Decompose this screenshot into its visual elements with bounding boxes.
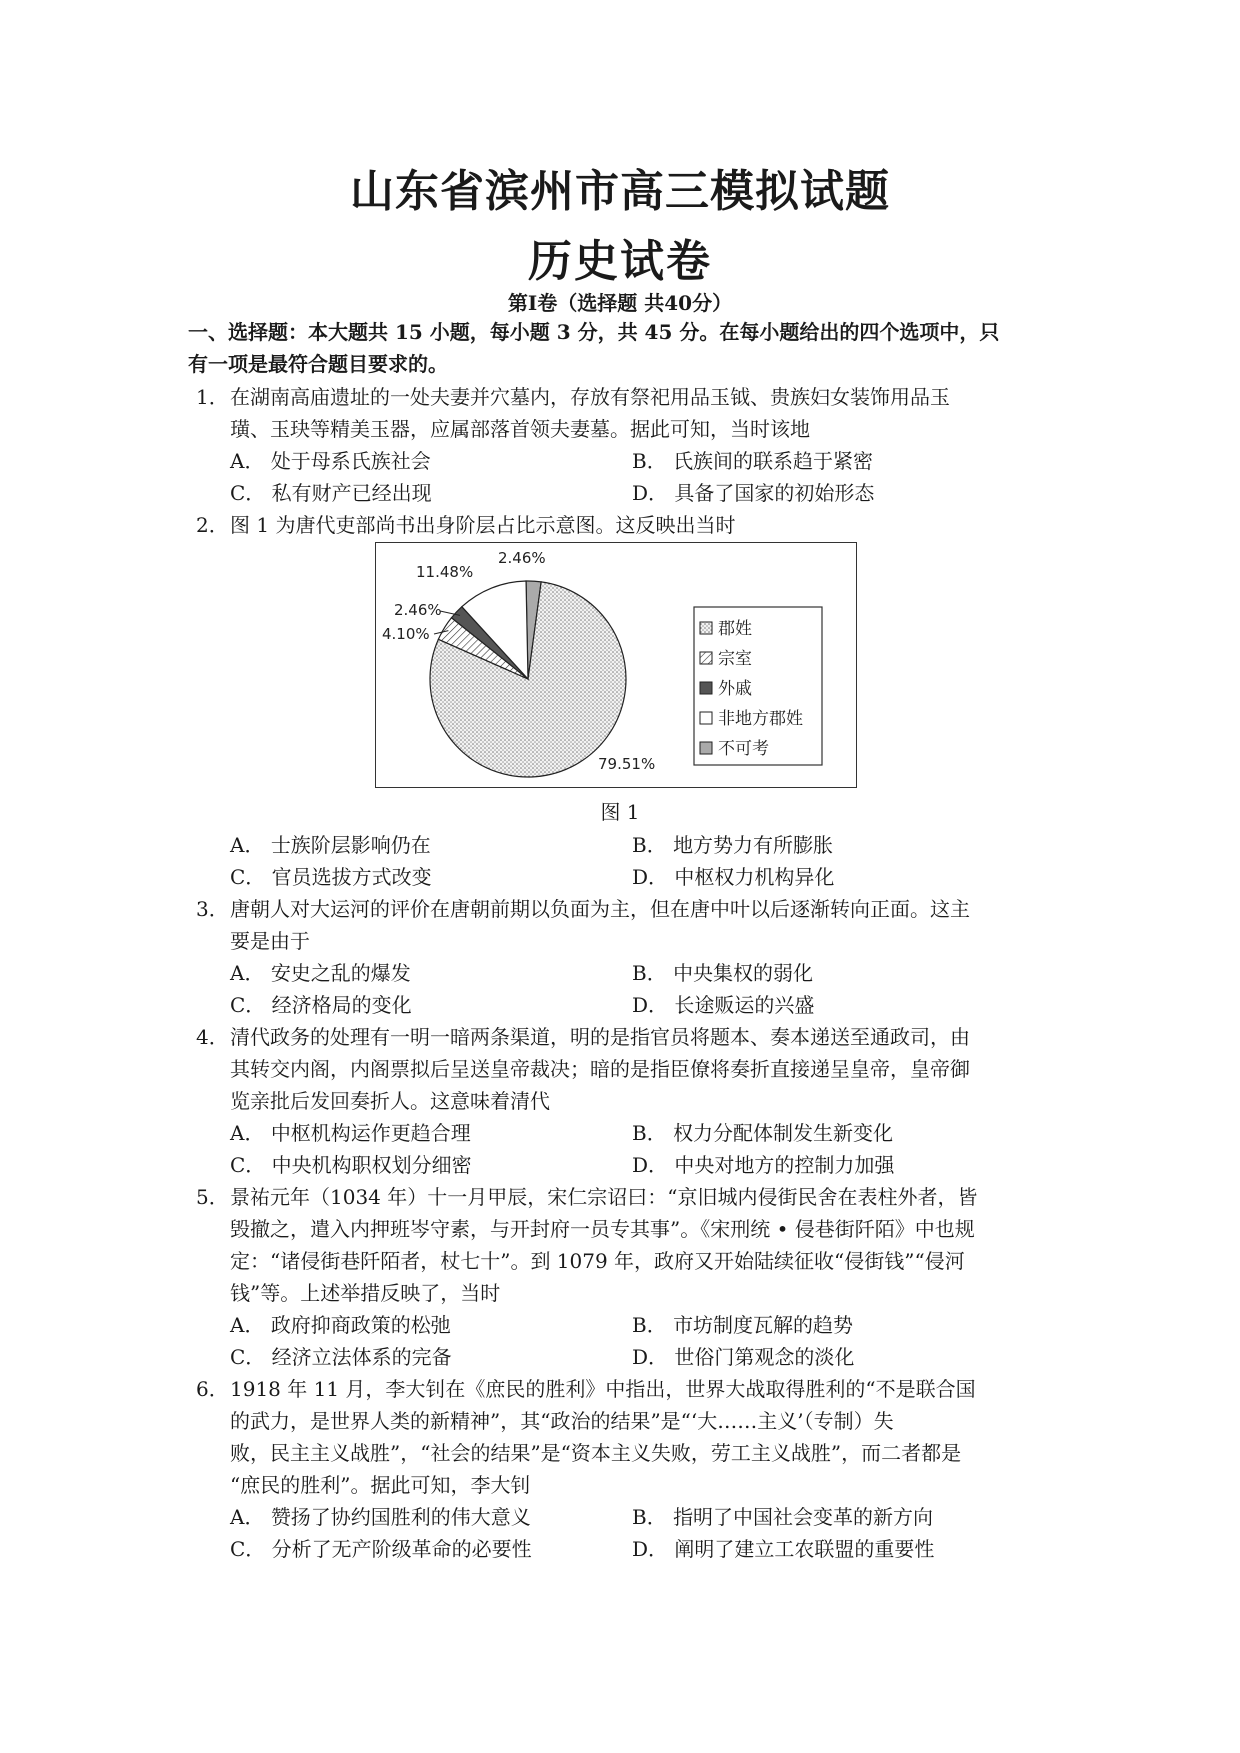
option-a <box>230 1309 451 1341</box>
option-text: 安史之乱的爆发 <box>270 961 411 985</box>
question-text-line: 璜、玉玦等精美玉器，应属部落首领夫妻墓。据此可知，当时该地 <box>230 417 810 441</box>
option-label: C． <box>230 865 266 889</box>
option-label: D． <box>632 1537 669 1561</box>
option-label: B． <box>632 1505 667 1529</box>
option-a <box>230 1501 531 1533</box>
option-text: 中央机构职权划分细密 <box>271 1153 472 1177</box>
option-label: B． <box>632 833 667 857</box>
option-label: C． <box>230 1345 266 1369</box>
option-text: 权力分配体制发生新变化 <box>673 1121 894 1145</box>
data-label: 11.48% <box>416 563 474 581</box>
question-text-line: 的武力，是世界人类的新精神”，其“政治的结果”是“‘大……主义’（专制）失 <box>230 1409 894 1433</box>
option-text: 长途贩运的兴盛 <box>674 993 815 1017</box>
option-b <box>632 1309 853 1341</box>
legend-label: 宗室 <box>718 649 752 669</box>
question-text-line: 清代政务的处理有一明一暗两条渠道，明的是指官员将题本、奏本递送至通政司，由 <box>230 1025 970 1049</box>
legend-swatch <box>700 652 712 664</box>
option-label: C． <box>230 481 266 505</box>
question-text-line: 定：“诸侵街巷阡陌者，杖七十”。到 1079 年，政府又开始陆续征收“侵街钱”“侵河 <box>230 1249 965 1273</box>
option-b <box>632 1501 933 1533</box>
question-text-line: 在湖南高庙遗址的一处夫妻并穴墓内，存放有祭祀用品玉钺、贵族妇女装饰用品玉 <box>230 385 950 409</box>
option-label: B． <box>632 1313 667 1337</box>
option-label: A． <box>230 1313 265 1337</box>
option-text: 中央对地方的控制力加强 <box>674 1153 895 1177</box>
question-text-line: “庶民的胜利”。据此可知，李大钊 <box>230 1473 531 1497</box>
option-text: 世俗门第观念的淡化 <box>674 1345 855 1369</box>
option-label: A． <box>230 833 265 857</box>
option-label: B． <box>632 961 667 985</box>
pie-chart <box>376 543 856 787</box>
option-text: 氏族间的联系趋于紧密 <box>673 449 874 473</box>
option-text: 政府抑商政策的松弛 <box>270 1313 451 1337</box>
legend-label: 不可考 <box>718 739 769 759</box>
option-d <box>632 477 874 509</box>
option-text: 经济立法体系的完备 <box>271 1345 452 1369</box>
question-text-line: 要是由于 <box>230 929 310 953</box>
question-number: 6． <box>196 1377 229 1401</box>
question-text-line: 1918 年 11 月，李大钊在《庶民的胜利》中指出，世界大战取得胜利的“不是联合国 <box>230 1377 976 1401</box>
option-c <box>230 477 432 509</box>
exam-subtitle: 历史试卷 <box>528 236 712 287</box>
question-number: 1． <box>196 385 229 409</box>
option-text: 地方势力有所膨胀 <box>673 833 834 857</box>
option-label: D． <box>632 1345 669 1369</box>
option-label: D． <box>632 993 669 1017</box>
option-text: 具备了国家的初始形态 <box>674 481 875 505</box>
option-b <box>632 957 813 989</box>
option-label: C． <box>230 1537 266 1561</box>
option-text: 阐明了建立工农联盟的重要性 <box>674 1537 935 1561</box>
option-a <box>230 445 431 477</box>
option-text: 分析了无产阶级革命的必要性 <box>271 1537 532 1561</box>
question-text-line: 览亲批后发回奏折人。这意味着清代 <box>230 1089 550 1113</box>
option-text: 市坊制度瓦解的趋势 <box>673 1313 854 1337</box>
question-number: 2． <box>196 513 229 537</box>
option-a <box>230 1117 471 1149</box>
option-c <box>230 989 412 1021</box>
option-c <box>230 861 432 893</box>
option-text: 中央集权的弱化 <box>673 961 814 985</box>
question-text-line: 钱”等。上述举措反映了，当时 <box>230 1281 501 1305</box>
question-text-line: 唐朝人对大运河的评价在唐朝前期以负面为主，但在唐中叶以后逐渐转向正面。这主 <box>230 897 970 921</box>
option-label: A． <box>230 449 265 473</box>
option-d <box>632 1533 934 1565</box>
figure-caption: 图 1 <box>600 800 640 824</box>
data-label: 79.51% <box>598 755 656 773</box>
option-text: 私有财产已经出现 <box>271 481 432 505</box>
question-text-line: 败，民主主义战胜”，“社会的结果”是“资本主义失败，劳工主义战胜”，而二者都是 <box>230 1441 962 1465</box>
option-label: C． <box>230 1153 266 1177</box>
option-c <box>230 1149 472 1181</box>
option-text: 经济格局的变化 <box>271 993 412 1017</box>
option-label: A． <box>230 1121 265 1145</box>
data-label: 2.46% <box>498 549 546 567</box>
question-text-line: 图 1 为唐代吏部尚书出身阶层占比示意图。这反映出当时 <box>230 513 736 537</box>
pie-chart-figure <box>375 542 857 788</box>
option-label: B． <box>632 449 667 473</box>
option-b <box>632 1117 893 1149</box>
exam-title: 山东省滨州市高三模拟试题 <box>350 166 890 217</box>
option-b <box>632 829 833 861</box>
option-a <box>230 957 411 989</box>
question-number: 5． <box>196 1185 229 1209</box>
legend-swatch <box>700 742 712 754</box>
option-d <box>632 1341 854 1373</box>
option-text: 指明了中国社会变革的新方向 <box>673 1505 934 1529</box>
legend-label: 非地方郡姓 <box>718 709 803 729</box>
question-number: 4． <box>196 1025 229 1049</box>
option-label: D． <box>632 1153 669 1177</box>
data-label: 4.10% <box>382 625 430 643</box>
question-text-line: 毁撤之，遣入内押班岑守素，与开封府一员专其事”。《宋刑统 • 侵巷街阡陌》中也规 <box>230 1217 975 1241</box>
legend-swatch <box>700 622 712 634</box>
option-text: 处于母系氏族社会 <box>270 449 431 473</box>
option-d <box>632 1149 894 1181</box>
option-label: A． <box>230 1505 265 1529</box>
legend-swatch <box>700 682 712 694</box>
option-a <box>230 829 431 861</box>
section-heading: 第Ⅰ卷（选择题 共40分） <box>507 291 733 315</box>
option-text: 官员选拔方式改变 <box>271 865 432 889</box>
instruction-line-1: 一、选择题：本大题共 15 小题，每小题 3 分，共 45 分。在每小题给出的四个选项中，只 <box>188 320 1000 344</box>
legend-swatch <box>700 712 712 724</box>
option-text: 中枢权力机构异化 <box>674 865 835 889</box>
question-text-line: 其转交内阁，内阁票拟后呈送皇帝裁决；暗的是指臣僚将奏折直接递呈皇帝，皇帝御 <box>230 1057 970 1081</box>
option-label: D． <box>632 481 669 505</box>
option-label: A． <box>230 961 265 985</box>
question-number: 3． <box>196 897 229 921</box>
legend-label: 郡姓 <box>718 619 752 639</box>
data-label: 2.46% <box>394 601 442 619</box>
option-text: 士族阶层影响仍在 <box>270 833 431 857</box>
option-b <box>632 445 873 477</box>
option-label: D． <box>632 865 669 889</box>
option-text: 中枢机构运作更趋合理 <box>270 1121 471 1145</box>
option-label: C． <box>230 993 266 1017</box>
option-d <box>632 989 814 1021</box>
legend-label: 外戚 <box>718 679 752 699</box>
option-c <box>230 1533 532 1565</box>
option-d <box>632 861 834 893</box>
question-text-line: 景祐元年（1034 年）十一月甲辰，宋仁宗诏曰：“京旧城内侵街民舍在表柱外者，皆 <box>230 1185 978 1209</box>
option-c <box>230 1341 452 1373</box>
option-label: B． <box>632 1121 667 1145</box>
option-text: 赞扬了协约国胜利的伟大意义 <box>270 1505 531 1529</box>
instruction-line-2: 有一项是最符合题目要求的。 <box>188 352 448 376</box>
